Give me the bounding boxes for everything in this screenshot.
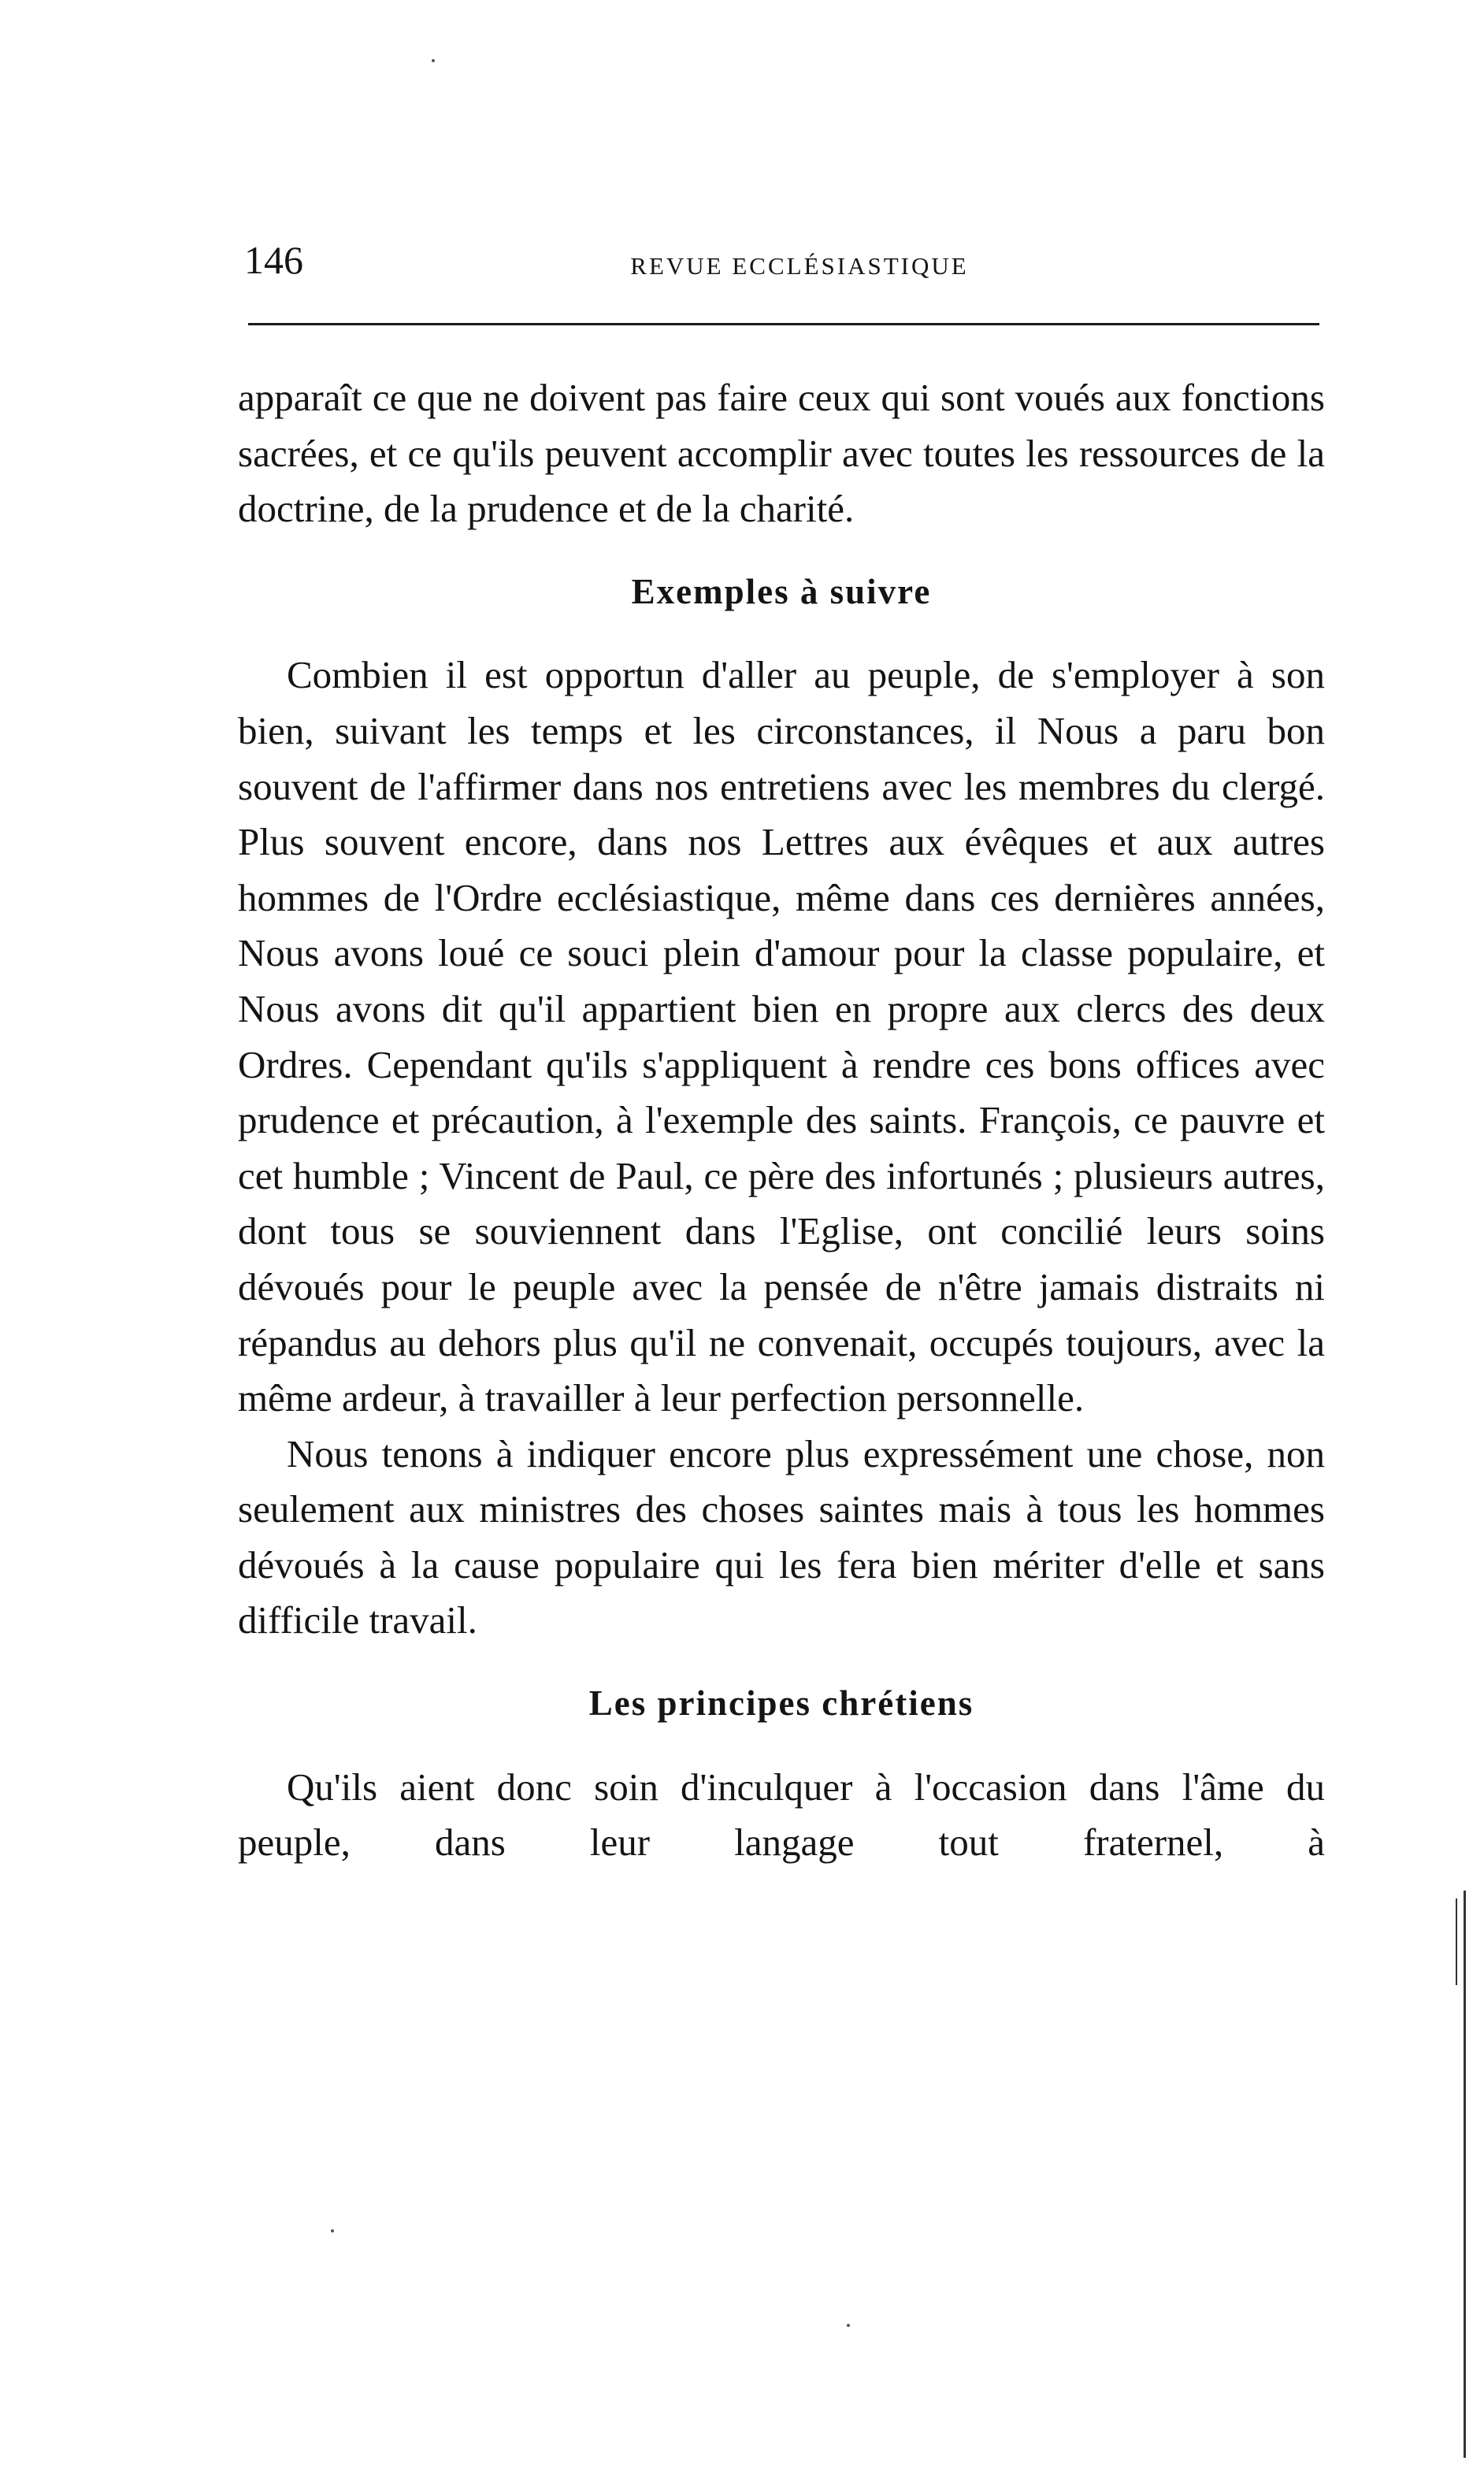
principes-paragraph: Qu'ils aient donc soin d'inculquer à l'occasion dans l'âme du peuple, dans leur langage tout fraternel, à <box>238 1765 1325 1865</box>
body-text <box>238 370 1325 1871</box>
intro-paragraph: apparaît ce que ne doivent pas faire ceux qui sont voués aux fonctions sacrées, et ce qu'ils peuvent accomplir avec toutes les ressources de la doctrine, de la prudence et de la charité. <box>238 376 1325 531</box>
running-head <box>244 236 1323 291</box>
edge-scan-mark <box>1464 1891 1466 2458</box>
spacer <box>238 537 1325 564</box>
scan-speck <box>331 2229 334 2232</box>
section-heading-exemples: Exemples à suivre <box>631 571 932 611</box>
journal-title: REVUE ECCLÉSIASTIQUE <box>630 252 969 280</box>
edge-scan-mark <box>1456 1898 1457 1985</box>
spacer <box>238 619 1325 648</box>
exemples-paragraph-2: Nous tenons à indiquer encore plus expressément une chose, non seulement aux ministres des choses saintes mais à tous les hommes dévoués à la cause populaire qui les fera bien mériter d'elle et sans difficile travail. <box>238 1431 1325 1642</box>
spacer <box>238 1731 1325 1760</box>
scan-speck <box>432 59 435 62</box>
header-rule <box>248 323 1319 325</box>
page-number: 146 <box>244 238 303 282</box>
exemples-paragraph-1: Combien il est opportun d'aller au peuple, de s'employer à son bien, suivant les temps et les circonstances, il Nous a paru bon souvent de l'affirmer dans nos entretiens avec les membres du clergé. Plus souvent encore, dans nos Lettres aux évêques et aux autres hommes de l'Ordre ecclésiastique, même dans ces dernières années, Nous avons loué ce souci plein d'amour pour la classe populaire, et Nous avons dit qu'il appartient bien en propre aux clercs des deux Ordres. Cependant qu'ils s'appliquent à rendre ces bons offices avec prudence et précaution, à l'exemple des saints. François, ce pauvre et cet humble ; Vincent de Paul, ce père des infortunés ; plusieurs autres, dont tous se souviennent dans l'Eglise, ont concilié leurs soins dévoués pour le peuple avec la pensée de n'être jamais distraits ni répandus au dehors plus qu'il ne convenait, occupés toujours, avec la même ardeur, à travailler à leur perfection personnelle. <box>238 653 1325 1420</box>
spacer <box>238 1649 1325 1676</box>
section-heading-principes: Les principes chrétiens <box>588 1683 974 1724</box>
scan-speck <box>847 2324 850 2327</box>
